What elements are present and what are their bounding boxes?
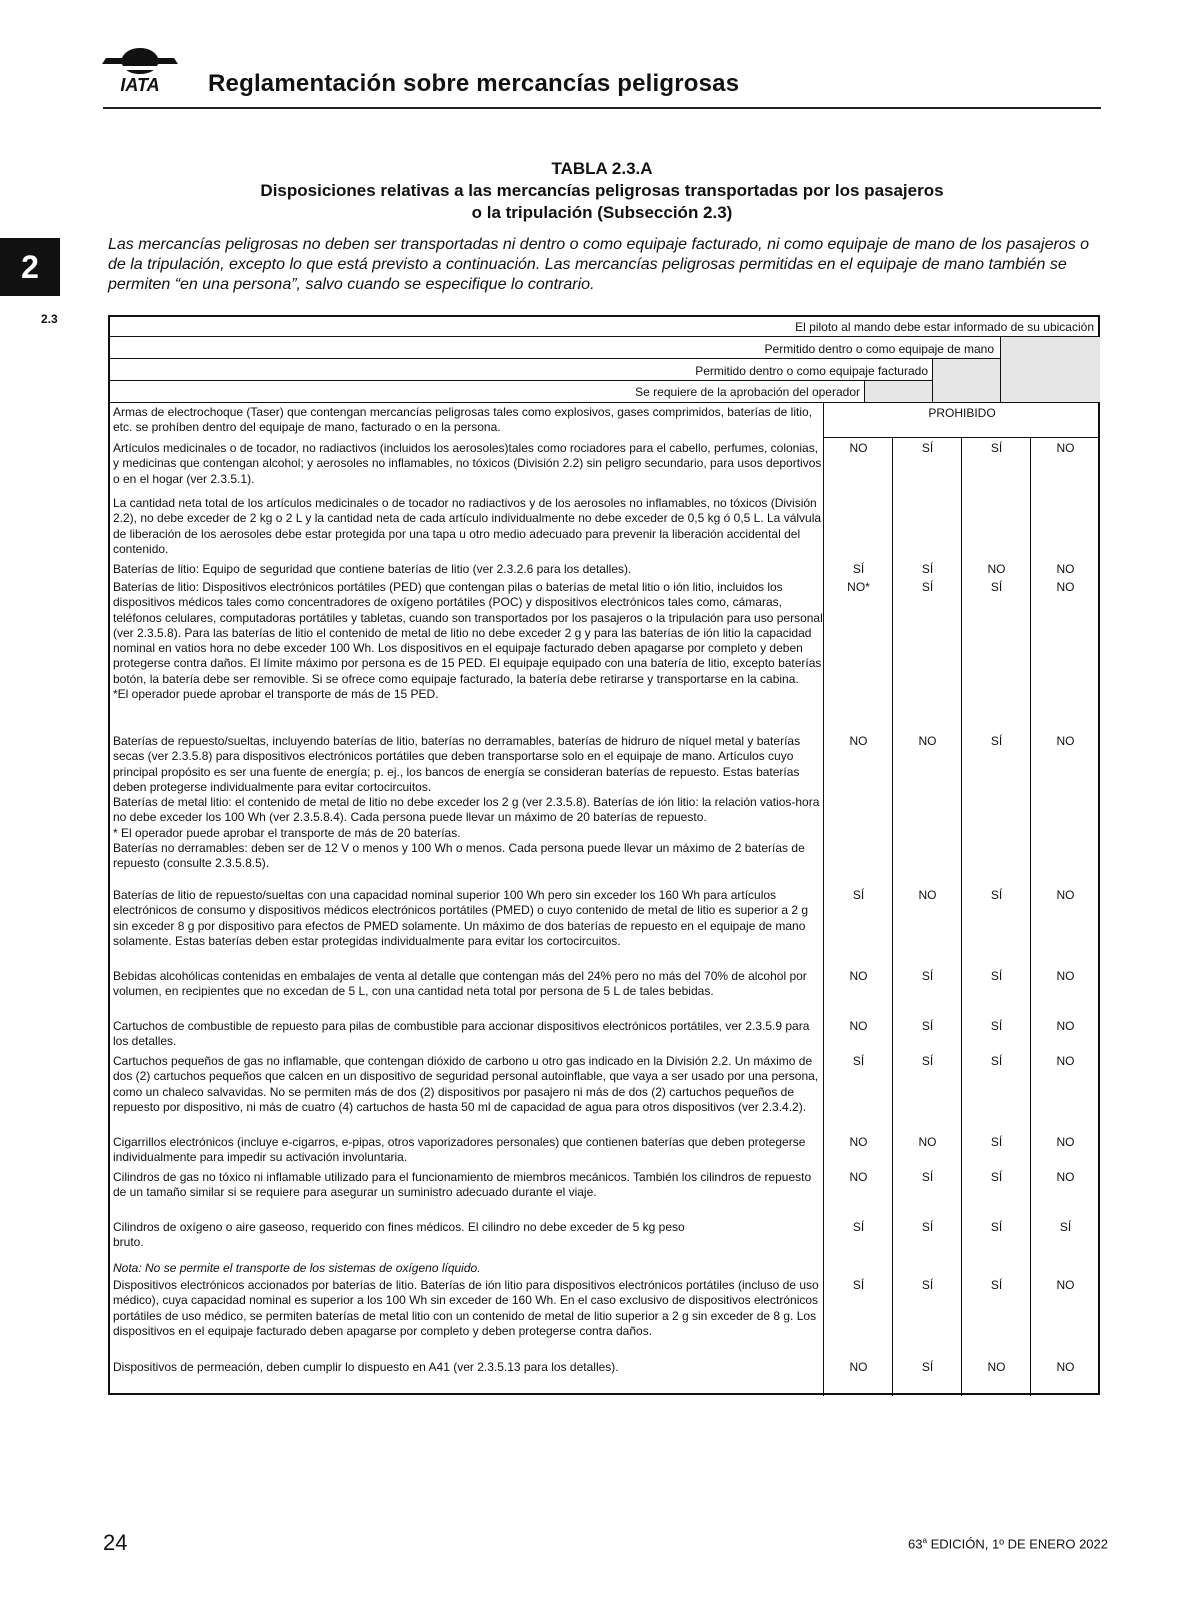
row-values [824,441,1100,457]
cell-pilot-informed: NO [1056,1278,1075,1292]
iata-logo [100,44,180,96]
row-description: Baterías de litio: Equipo de seguridad que contiene baterías de litio (ver 2.3.2.6 para los detalles). [113,562,632,576]
cell-checked: SÍ [921,1360,934,1374]
header-checked: Permitido dentro o como equipaje facturado [695,364,928,378]
cell-pilot-informed: NO [1056,1054,1075,1068]
row-description: Artículos medicinales o de tocador, no radiactivos (incluidos los aerosoles)tales como rociadores para el cabello, perfumes, colonias, y medicinas que contengan alcohol; y aerosoles no inflamables, no tóxicos (División 2.2) sin peligro secundario, para usos deportivos o en el hogar (ver 2.3.5.1). [113,441,822,486]
row-description: La cantidad neta total de los artículos medicinales o de tocador no radiactivos y de los aerosoles no inflamables, no tóxicos (División 2.2), no debe exceder de 2 kg o 2 L y la cantidad neta de cada artículo individualmente no debe exceder de 0,5 kg ó 0,5 L. La válvula de liberación de los aerosoles debe estar protegida por una tapa u otro medio adecuado para prevenir la liberación accidental del contenido. [113,496,822,556]
cell-carry-on: NO [987,562,1006,576]
cell-carry-on: SÍ [990,1278,1003,1292]
table-row-permeation-devices [113,1360,823,1375]
oxygen-note [113,1261,823,1276]
row-values [824,1220,1100,1236]
dangerous-goods-table [108,315,1100,1395]
header-operator-approval: Se requiere de la aprobación del operador [635,385,860,399]
cell-operator-approval: SÍ [852,1220,865,1234]
intro-paragraph: Las mercancías peligrosas no deben ser transportadas ni dentro o como equipaje facturado, ni como equipaje de mano de los pasajeros o de la tripulación, excepto lo que está previsto a continuación. Las mercancías peligrosas permitidas en el equipaje de mano también se permiten “en una persona”, salvo cuando se especifique lo contrario. [108,236,1090,293]
edition-info [908,1536,1108,1551]
table-row-spare-batteries [113,734,823,872]
row-description: Cilindros de gas no tóxico ni inflamable utilizado para el funcionamiento de miembros mecánicos. También los cilindros de repuesto de un tamaño similar si se requiere para asegurar un suministro adecuado durante el viaje. [113,1170,812,1200]
cell-operator-approval: SÍ [852,888,865,902]
table-row-lithium-devices-160wh [113,1278,823,1339]
cell-operator-approval: NO [849,734,868,748]
row-description: Cartuchos pequeños de gas no inflamable, que contengan dióxido de carbono u otro gas indicado en la División 2.2. Un máximo de dos (2) cartuchos pequeños que calcen en un dispositivo de seguridad personal autoinflable, que vaya a ser usado por una persona, como un chaleco salvavidas. No se permiten más de dos (2) dispositivos por pasajero ni más de dos (2) cartuchos pequeños de repuesto por dispositivo, ni más de cuatro (4) cartuchos de hasta 50 ml de capacidad de agua para otros dispositivos (ver 2.3.4.2). [113,1054,819,1114]
cell-pilot-informed: NO [1056,969,1075,983]
cell-checked: SÍ [921,969,934,983]
table-title-line-1: Disposiciones relativas a las mercancías peligrosas transportadas por los pasajeros [260,181,944,200]
row-values [824,1019,1100,1035]
cell-checked: SÍ [921,1019,934,1033]
row-description: Baterías de repuesto/sueltas, incluyendo baterías de litio, baterías no derramables, baterías de hidruro de níquel metal y baterías secas (ver 2.3.5.8) para dispositivos electrónicos portátiles que deben transportarse solo en el equipaje de mano. Artículos cuyo principal propósito es ser una fuente de energía; p. ej., los bancos de energía se consideran baterías de repuesto. Estas baterías deben protegerse individualmente para evitar cortocircuitos. [113,734,801,794]
page-number: 24 [103,1530,128,1555]
edition-number: 63 [908,1536,923,1552]
table-row-spare-batteries-160wh [113,888,823,949]
cell-checked: SÍ [921,1220,934,1234]
cell-checked: SÍ [921,1170,934,1184]
prohibited-label: PROHIBIDO [928,406,996,420]
table-row-oxygen-cylinders [113,1220,713,1251]
cell-pilot-informed: NO [1056,1360,1075,1374]
table-row-mechanical-limb-cylinders [113,1170,823,1201]
cell-checked: SÍ [921,580,934,594]
cell-carry-on: SÍ [990,580,1003,594]
cell-pilot-informed: NO [1056,734,1075,748]
row-description: Cartuchos de combustible de repuesto para pilas de combustible para accionar dispositivos electrónicos portátiles, ver 2.3.5.9 para los detalles. [113,1019,810,1049]
row-description: Armas de electrochoque (Taser) que contengan mercancías peligrosas tales como explosivos, gases comprimidos, baterías de litio, etc. se prohíben dentro del equipaje de mano, facturado o en la persona. [113,405,813,435]
row-description: Cilindros de oxígeno o aire gaseoso, requerido con fines médicos. El cilindro no debe exceder de 5 kg peso bruto. [113,1220,685,1250]
cell-pilot-informed: NO [1056,1135,1075,1149]
cell-pilot-informed: NO [1056,562,1075,576]
row-values [824,580,1100,596]
row-values [824,734,1100,750]
row-description: Cigarrillos electrónicos (incluye e-cigarros, e-pipas, otros vaporizadores personales) que contienen baterías que deben protegerse individualmente para impedir su activación involuntaria. [113,1135,806,1165]
table-row-medicinal [113,441,823,487]
row-description: Dispositivos de permeación, deben cumplir lo dispuesto en A41 (ver 2.3.5.13 para los detalles). [113,1360,619,1374]
cell-checked: SÍ [921,1054,934,1068]
cell-carry-on: SÍ [990,1220,1003,1234]
table-row-ped [113,580,823,702]
row-footnote: * El operador puede aprobar el transporte de más de 20 baterías. [113,825,461,840]
row-description: Bebidas alcohólicas contenidas en embalajes de venta al detalle que contengan más del 24% pero no más del 70% de alcohol por volumen, en recipientes que no excedan de 5 L, con una cantidad neta total por persona de 5 L de tales bebidas. [113,969,807,999]
row-description-extra: Baterías no derramables: deben ser de 12 V o menos y 100 Wh o menos. Cada persona puede llevar un máximo de 2 baterías de repuesto (consulte 2.3.5.8.5). [113,841,805,871]
logo-text: IATA [120,75,160,95]
cell-carry-on: SÍ [990,1019,1003,1033]
cell-checked: NO [918,1135,937,1149]
row-description: Baterías de litio de repuesto/sueltas con una capacidad nominal superior 100 Wh pero sin exceder los 160 Wh para artículos electrónicos de consumo y dispositivos médicos electrónicos portátiles (PMED) o cuyo contenido de metal de litio es superior a 2 g sin exceder 8 g por dispositivo para efectos de PMED solamente. Un máximo de dos baterías de repuesto en el equipaje de mano solamente. Estas baterías deben estar protegidas individualmente para evitar los cortocircuitos. [113,888,809,948]
cell-pilot-informed: NO [1056,888,1075,902]
cell-pilot-informed: NO [1056,1170,1075,1184]
cell-carry-on: SÍ [990,1170,1003,1184]
table-row-fuel-cell-cartridges [113,1019,823,1050]
chapter-tab: 2 [0,238,60,296]
cell-carry-on: SÍ [990,888,1003,902]
edition-date: EDICIÓN, 1º DE ENERO 2022 [926,1536,1108,1552]
cell-operator-approval: NO [849,1360,868,1374]
table-row-taser [113,405,823,436]
row-values [824,1170,1100,1186]
header-carry-on: Permitido dentro o como equipaje de mano [764,342,994,356]
cell-checked: SÍ [921,1278,934,1292]
header-divider [103,107,1101,109]
cell-pilot-informed: NO [1056,441,1075,455]
cell-operator-approval: NO [849,1135,868,1149]
table-number: TABLA 2.3.A [551,159,653,178]
cell-checked: SÍ [921,562,934,576]
cell-carry-on: NO [987,1360,1006,1374]
row-values [824,969,1100,985]
table-row-medicinal-limits [113,496,823,557]
row-description: Baterías de litio: Dispositivos electrónicos portátiles (PED) que contengan pilas o baterías de metal litio o ión litio, incluidos los dispositivos médicos tales como concentradores de oxígeno portátiles (POC) y dispositivos electrónicos tales como, cámaras, teléfonos celulares, computadoras portátiles y tabletas, cuando son transportados por los pasajeros o la tripulación para uso personal (ver 2.3.5.8). Para las baterías de litio el contenido de metal de litio no debe exceder 2 g y para las baterías de ión litio la capacidad nominal en vatios hora no debe exceder 100 Wh. Los dispositivos en el equipaje facturado deben apagarse por completo y deben protegerse contra daños. El límite máximo por persona es de 15 PED. El equipaje equipado con una batería de litio, excepto baterías botón, la batería debe ser removible. Si se ofrece como equipaje facturado, la batería debe retirarse y transportarse en la cabina. [113,580,823,686]
header-pilot-informed: El piloto al mando debe estar informado de su ubicación [795,320,1094,334]
header-shade [932,359,1000,403]
row-values [824,1278,1100,1294]
table-title-line-2: o la tripulación (Subsección 2.3) [471,203,733,222]
table-row-e-cigarettes [113,1135,823,1166]
cell-operator-approval: SÍ [852,1054,865,1068]
row-values [824,1360,1100,1376]
cell-pilot-informed: NO [1056,1019,1075,1033]
row-description: Dispositivos electrónicos accionados por baterías de litio. Baterías de ión litio para dispositivos electrónicos portátiles (incluso de uso médico), cuya capacidad nominal es superior a los 100 Wh sin exceder de 160 Wh. En el caso exclusivo de dispositivos electrónicos portátiles de uso médico, se permiten baterías de metal litio con un contenido de metal de litio superior a 2 g sin exceder de 8 g. Los dispositivos en el equipaje facturado deben apagarse por completo y deben protegerse contra daños. [113,1278,819,1338]
row-note: Nota: No se permite el transporte de los sistemas de oxígeno líquido. [113,1261,481,1275]
cell-operator-approval: SÍ [852,562,865,576]
cell-carry-on: SÍ [990,1054,1003,1068]
table-row-gas-cartridges [113,1054,823,1115]
row-footnote: *El operador puede aprobar el transporte de más de 15 PED. [113,687,439,702]
row-description-extra: Baterías de metal litio: el contenido de metal de litio no debe exceder los 2 g (ver 2.3.5.8). Baterías de ión litio: la relación vatios-hora no debe exceder los 100 Wh (ver 2.3.5.8.4). Cada persona puede llevar un máximo de 20 baterías de repuesto. [113,795,820,825]
cell-operator-approval: NO [849,969,868,983]
page-header-title: Reglamentación sobre mercancías peligrosas [208,70,740,97]
cell-operator-approval: NO* [847,580,870,594]
cell-carry-on: SÍ [990,734,1003,748]
cell-carry-on: SÍ [990,969,1003,983]
cell-operator-approval: SÍ [852,1278,865,1292]
header-shade [1000,337,1100,403]
table-row-alcoholic-beverages [113,969,823,1000]
cell-checked: SÍ [921,441,934,455]
row-values [824,888,1100,904]
header-shade [864,381,932,403]
cell-carry-on: SÍ [990,1135,1003,1149]
cell-operator-approval: NO [849,1170,868,1184]
cell-checked: NO [918,888,937,902]
cell-carry-on: SÍ [990,441,1003,455]
row-values [824,562,1100,578]
row-values [824,1135,1100,1151]
cell-operator-approval: NO [849,441,868,455]
table-row-lithium-safety-equipment [113,562,823,577]
cell-pilot-informed: NO [1056,580,1075,594]
edition-superscript: a [922,1536,927,1545]
cell-operator-approval: NO [849,1019,868,1033]
section-marker: 2.3 [41,312,58,326]
row-values [824,1054,1100,1070]
cell-checked: NO [918,734,937,748]
cell-pilot-informed: SÍ [1059,1220,1072,1234]
